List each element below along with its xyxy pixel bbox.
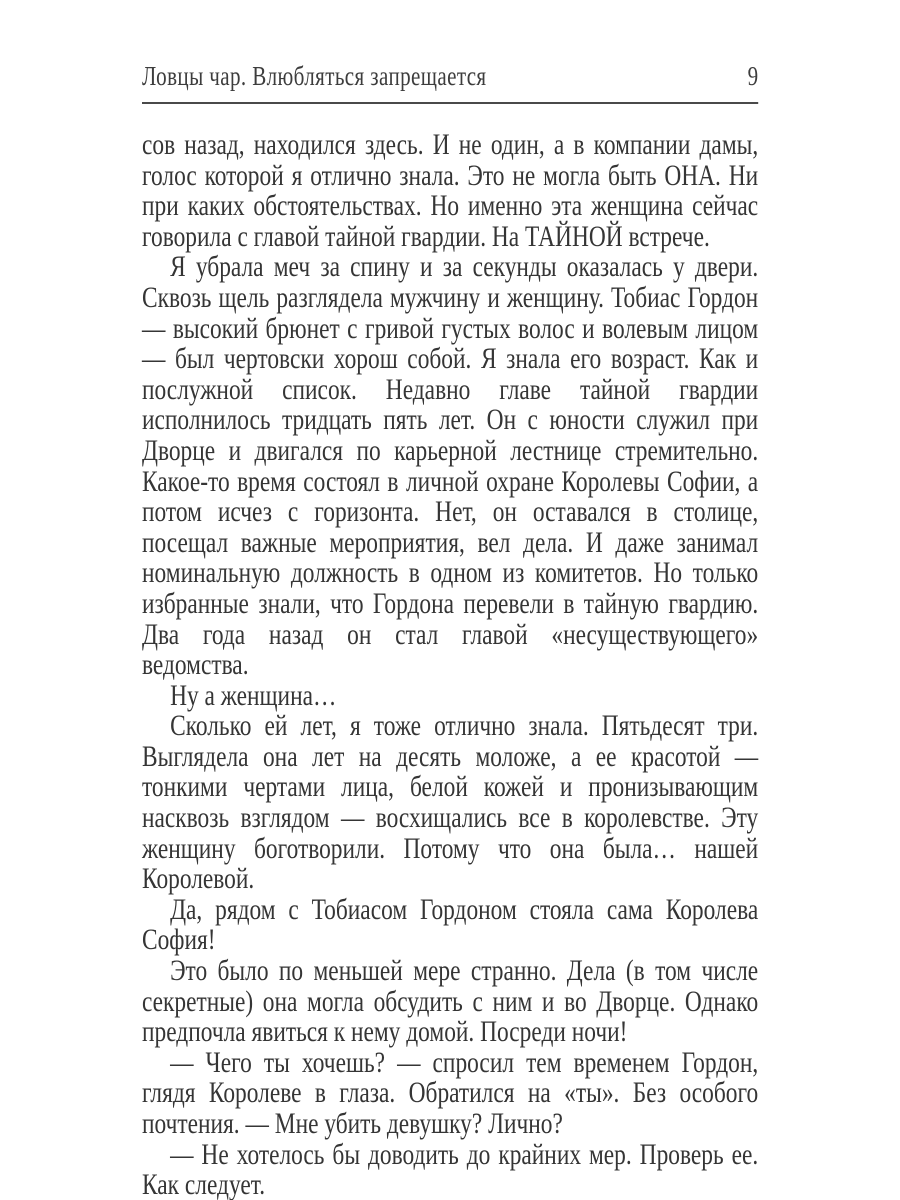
body-paragraph: Ну а женщина…: [170, 678, 337, 712]
body-paragraph: — Чего ты хочешь? — спросил тем временем Гордон, глядя Королеве в глаза. Обратился на «ты». Без особого почтения. — Мне убить девушку? Лично?: [142, 1045, 759, 1140]
page-number: 9: [747, 61, 759, 91]
body-paragraph: Я убрала меч за спину и за секунды оказалась у двери. Сквозь щель разглядела мужчину и женщину. Тобиас Гордон — высокий брюнет с гривой густых волос и волевым лицом — был чертовски хорош собой. Я знала его возраст. Как и послужной список. Недавно главе тайной гвардии исполнилось тридцать пять лет. Он с юности служил при Дворце и двигался по карьерной лестнице стремительно. Какое-то время состоял в личной охране Королевы Софии, а потом исчез с горизонта. Нет, он оставался в столице, посещал важные мероприятия, вел дела. И даже занимал номинальную должность в одном из комитетов. Но только избранные знали, что Гордона перевели в тайную гвардию. Два года назад он стал главой «несуществующего» ведомства.: [142, 250, 759, 682]
body-paragraph: сов назад, находился здесь. И не один, а в компании дамы, голос которой я отлично знала. Это не могла быть ОНА. Ни при каких обстоятельствах. Но именно эта женщина сейчас говорила с главой тайной гвардии. На ТАЙНОЙ встрече.: [142, 128, 759, 253]
text-column: [142, 60, 758, 1200]
running-title: Ловцы чар. Влюбляться запрещается: [142, 61, 487, 91]
body-paragraph: — Не хотелось бы доводить до крайних мер. Проверь ее. Как следует.: [142, 1137, 759, 1200]
body-paragraph: Это было по меньшей мере странно. Дела (в том числе секретные) она могла обсудить с ним и во Дворце. Однако предпочла явиться к нему домой. Посреди ночи!: [142, 954, 759, 1049]
page-body: [142, 130, 758, 1200]
body-paragraph: Да, рядом с Тобиасом Гордоном стояла сама Королева София!: [142, 892, 759, 957]
header-divider: [142, 102, 758, 104]
body-paragraph: Сколько ей лет, я тоже отлично знала. Пятьдесят три. Выглядела она лет на десять моложе, а ее красотой — тонкими чертами лица, белой кожей и пронизывающим насквозь взглядом — восхищались все в королевстве. Эту женщину боготворили. Потому что она была… нашей Королевой.: [142, 709, 759, 896]
page-header: [142, 60, 758, 92]
